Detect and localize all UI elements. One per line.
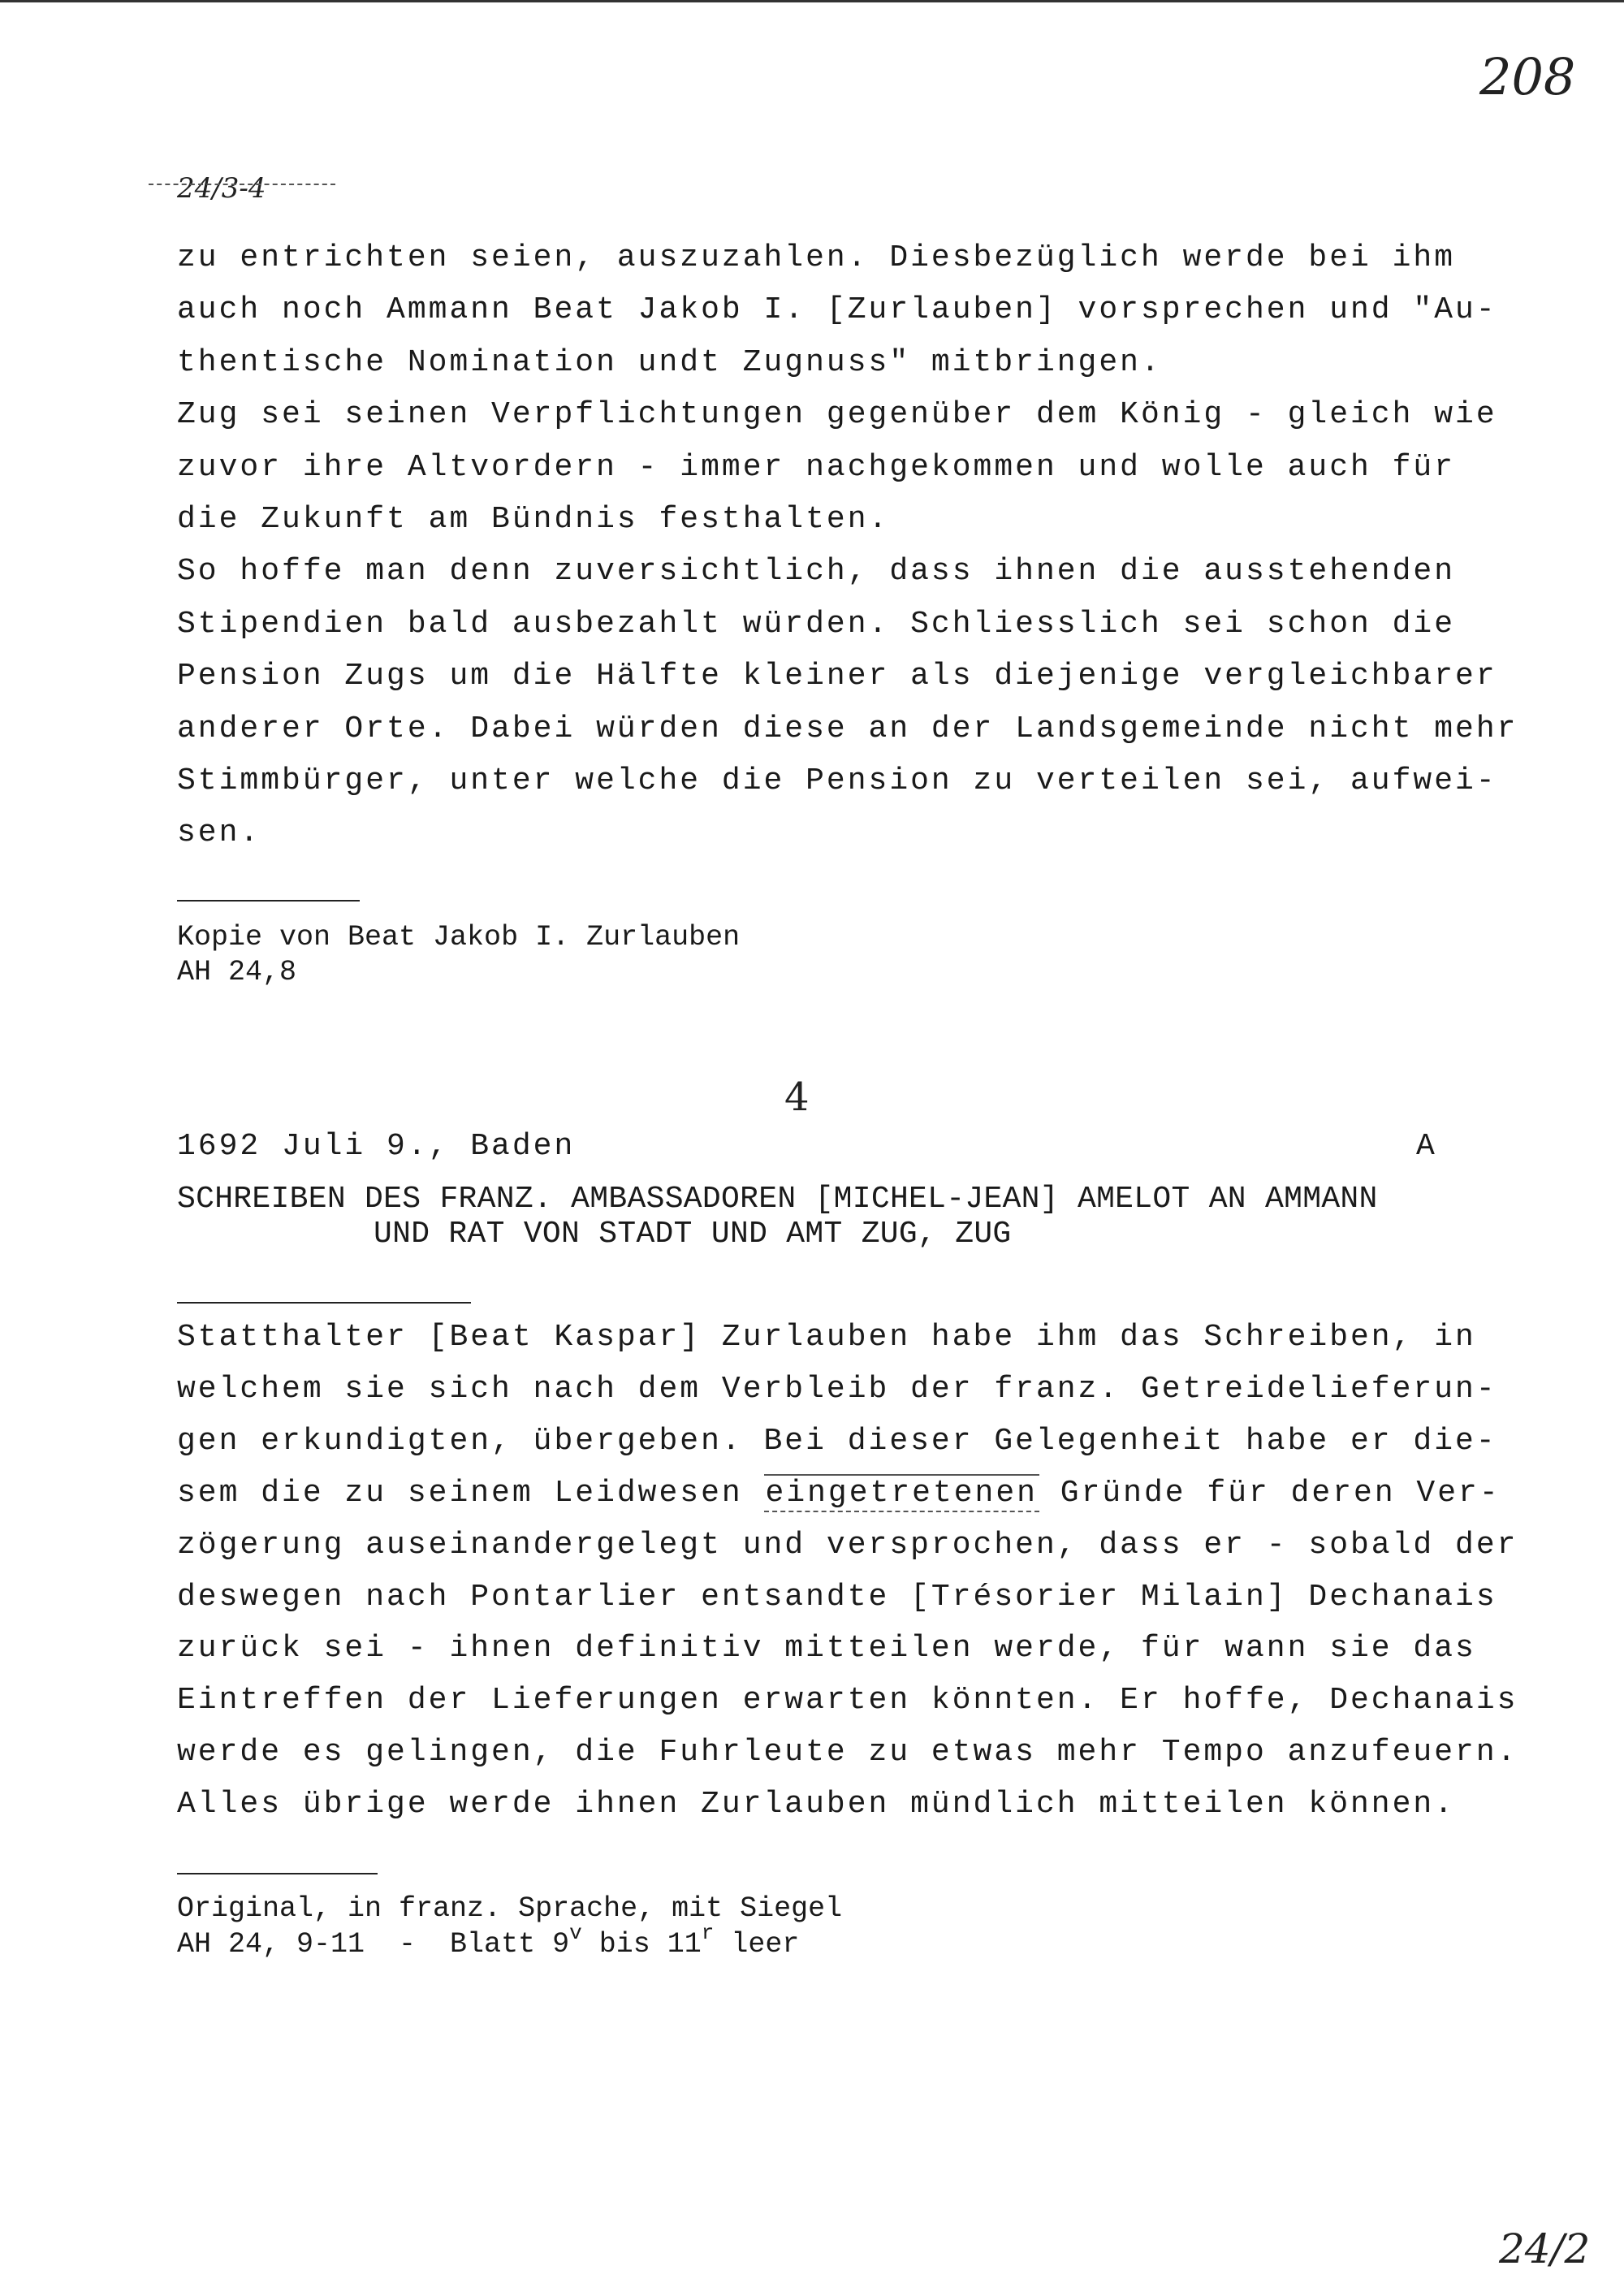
source-suffix: leer xyxy=(714,1928,800,1961)
bottom-handwritten-mark: 24/2 xyxy=(1499,2225,1591,2272)
page-top-border xyxy=(0,0,1624,2)
entry4-text-line: werde es gelingen, die Fuhrleute zu etwas mehr Tempo anzufeuern. xyxy=(177,1735,1518,1771)
entry3-text-line: zu entrichten seien, auszuzahlen. Diesbezüglich werde bei ihm xyxy=(177,240,1456,275)
entry3-text-line: So hoffe man denn zuversichtlich, dass ihnen die ausstehenden xyxy=(177,554,1456,590)
footnote-divider-2 xyxy=(177,1873,378,1874)
superscript-verso: v xyxy=(569,1921,582,1945)
entry4-source-line-1: Original, in franz. Sprache, mit Siegel xyxy=(177,1892,843,1925)
entry4-text-line: zurück sei - ihnen definitiv mitteilen werde, für wann sie das xyxy=(177,1631,1476,1667)
entry4-text-line xyxy=(177,1476,1501,1511)
entry3-source-line-2: AH 24,8 xyxy=(177,956,297,988)
entry3-text-line: thentische Nomination undt Zugnuss" mitbringen. xyxy=(177,344,1162,380)
entry3-text-line: anderer Orte. Dabei würden diese an der Landsgemeinde nicht mehr xyxy=(177,711,1518,746)
archive-reference: 24/3-4 xyxy=(177,172,266,205)
entry4-text-line: Eintreffen der Lieferungen erwarten könnten. Er hoffe, Dechanais xyxy=(177,1683,1518,1719)
header-divider xyxy=(177,1302,471,1304)
entry-number: 4 xyxy=(784,1074,810,1120)
entry3-text-line: Zug sei seinen Verpflichtungen gegenüber dem König - gleich wie xyxy=(177,397,1497,433)
entry3-text-line: sen. xyxy=(177,815,261,851)
entry3-text-line: Pension Zugs um die Hälfte kleiner als diejenige vergleichbarer xyxy=(177,659,1497,694)
superscript-recto: r xyxy=(701,1921,715,1945)
entry3-text-line: Stimmbürger, unter welche die Pension zu verteilen sei, aufwei- xyxy=(177,763,1497,798)
entry-title-line-2: UND RAT VON STADT UND AMT ZUG, ZUG xyxy=(374,1217,1012,1252)
entry4-text-line: deswegen nach Pontarlier entsandte [Trésorier Milain] Dechanais xyxy=(177,1579,1497,1615)
entry3-source-line-1: Kopie von Beat Jakob I. Zurlauben xyxy=(177,921,741,953)
line-part: sem die zu seinem Leidwesen xyxy=(177,1475,764,1511)
entry3-text-line: die Zukunft am Bündnis festhalten. xyxy=(177,502,890,537)
entry4-text-line: zögerung auseinandergelegt und versprochen, dass er - sobald der xyxy=(177,1527,1518,1563)
page-number-handwritten: 208 xyxy=(1479,47,1576,106)
footnote-divider-1 xyxy=(177,900,360,902)
entry3-text-line: Stipendien bald ausbezahlt würden. Schliesslich sei schon die xyxy=(177,606,1456,642)
entry-marker: A xyxy=(1416,1129,1435,1164)
entry-title-line-1: SCHREIBEN DES FRANZ. AMBASSADOREN [MICHEL-JEAN] AMELOT AN AMMANN xyxy=(177,1182,1378,1217)
entry4-text-line: welchem sie sich nach dem Verbleib der franz. Getreidelieferun- xyxy=(177,1371,1497,1407)
line-part: Gründe für deren Ver- xyxy=(1039,1475,1501,1511)
entry4-text-line: gen erkundigten, übergeben. Bei dieser Gelegenheit habe er die- xyxy=(177,1423,1497,1459)
entry4-text-line: Statthalter [Beat Kaspar] Zurlauben habe ihm das Schreiben, in xyxy=(177,1320,1476,1355)
source-middle: bis 11 xyxy=(581,1928,702,1961)
source-prefix: AH 24, 9-11 - Blatt 9 xyxy=(177,1928,570,1961)
entry4-source-line-2 xyxy=(177,1921,800,1961)
reference-dashed-line xyxy=(149,184,335,185)
entry3-text-line: zuvor ihre Altvordern - immer nachgekommen und wolle auch für xyxy=(177,449,1456,485)
entry4-text-line: Alles übrige werde ihnen Zurlauben mündlich mitteilen können. xyxy=(177,1787,1456,1823)
entry-date-place: 1692 Juli 9., Baden xyxy=(177,1129,576,1164)
boxed-word: eingetretenen xyxy=(765,1475,1038,1511)
entry3-text-line: auch noch Ammann Beat Jakob I. [Zurlauben] vorsprechen und "Au- xyxy=(177,292,1497,328)
